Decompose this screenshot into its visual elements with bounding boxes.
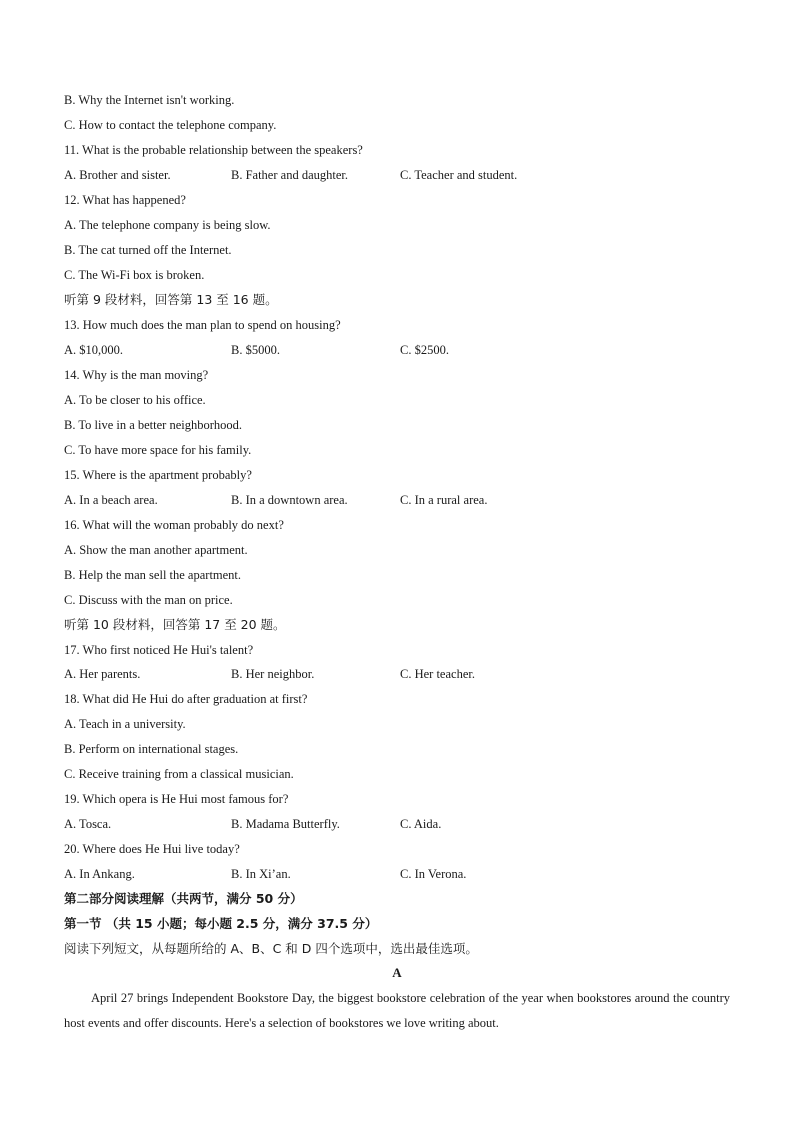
q14-option-a: A. To be closer to his office. [64, 393, 206, 407]
q13-option-a: A. $10,000. [64, 343, 124, 357]
q15-stem: 15. Where is the apartment probably? [64, 468, 252, 482]
q13-option-b: B. $5000. [231, 343, 280, 357]
q18-stem: 18. What did He Hui do after graduation at first? [64, 692, 308, 706]
q20-option-b: B. In Xi’an. [231, 867, 291, 881]
q11-stem: 11. What is the probable relationship between the speakers? [64, 143, 363, 157]
reading-instruction: 阅读下列短文，从每题所给的 A、B、C 和 D 四个选项中，选出最佳选项。 [64, 941, 478, 956]
q14-option-b: B. To live in a better neighborhood. [64, 418, 243, 432]
q16-stem: 16. What will the woman probably do next? [64, 518, 284, 532]
q12-option-a: A. The telephone company is being slow. [64, 218, 271, 232]
q13-options [64, 342, 744, 358]
q19-option-a: A. Tosca. [64, 817, 112, 831]
q20-stem: 20. Where does He Hui live today? [64, 842, 240, 856]
q17-option-a: A. Her parents. [64, 667, 141, 681]
section-instruction-10: 听第 10 段材料，回答第 17 至 20 题。 [64, 617, 286, 632]
q15-option-b: B. In a downtown area. [231, 493, 348, 507]
q13-option-c: C. $2500. [400, 343, 449, 357]
q18-option-a: A. Teach in a university. [64, 717, 186, 731]
q20-option-a: A. In Ankang. [64, 867, 135, 881]
q11-option-c: C. Teacher and student. [400, 168, 518, 182]
q17-option-b: B. Her neighbor. [231, 667, 315, 681]
q16-option-c: C. Discuss with the man on price. [64, 593, 233, 607]
passage-heading: A [392, 965, 402, 980]
q12-stem: 12. What has happened? [64, 193, 186, 207]
q14-option-c: C. To have more space for his family. [64, 443, 252, 457]
q14-stem: 14. Why is the man moving? [64, 368, 209, 382]
q11-option-a: A. Brother and sister. [64, 168, 171, 182]
q11-options [64, 167, 744, 183]
q15-option-a: A. In a beach area. [64, 493, 158, 507]
q16-option-a: A. Show the man another apartment. [64, 543, 248, 557]
q12-option-b: B. The cat turned off the Internet. [64, 243, 232, 257]
q10-option-c: C. How to contact the telephone company. [64, 118, 277, 132]
q19-stem: 19. Which opera is He Hui most famous for? [64, 792, 289, 806]
part-two-heading: 第二部分阅读理解（共两节，满分 50 分） [64, 891, 303, 906]
q20-options [64, 866, 744, 882]
q19-option-b: B. Madama Butterfly. [231, 817, 340, 831]
q12-option-c: C. The Wi-Fi box is broken. [64, 268, 205, 282]
q13-stem: 13. How much does the man plan to spend on housing? [64, 318, 341, 332]
q17-options [64, 666, 744, 682]
q11-option-b: B. Father and daughter. [231, 168, 348, 182]
q10-option-b: B. Why the Internet isn't working. [64, 93, 235, 107]
section-instruction-9: 听第 9 段材料，回答第 13 至 16 题。 [64, 292, 278, 307]
section-one-heading: 第一节 （共 15 小题；每小题 2.5 分，满分 37.5 分） [64, 916, 378, 931]
passage-paragraph: April 27 brings Independent Bookstore Day, the biggest bookstore celebration of the year when bookstores around the country host events and offer discounts. Here's a selection of bookstores we love writing about. [64, 991, 730, 1030]
q18-option-c: C. Receive training from a classical musician. [64, 767, 294, 781]
q15-option-c: C. In a rural area. [400, 493, 488, 507]
q15-options [64, 492, 744, 508]
q19-option-c: C. Aida. [400, 817, 442, 831]
q18-option-b: B. Perform on international stages. [64, 742, 239, 756]
q17-option-c: C. Her teacher. [400, 667, 475, 681]
q16-option-b: B. Help the man sell the apartment. [64, 568, 242, 582]
q17-stem: 17. Who first noticed He Hui's talent? [64, 643, 254, 657]
q19-options [64, 816, 744, 832]
q20-option-c: C. In Verona. [400, 867, 467, 881]
